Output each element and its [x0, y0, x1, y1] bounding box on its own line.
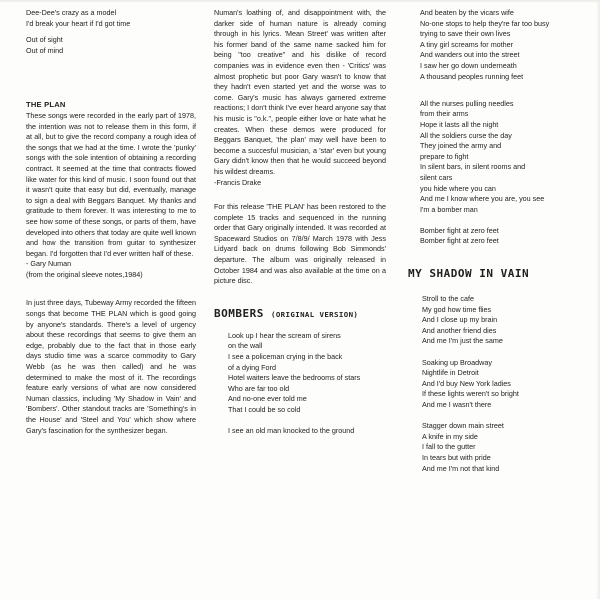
lyric-line: you hide where you can [420, 183, 496, 193]
lyric-line: from their arms [420, 109, 469, 119]
the-plan-paragraph: These songs were recorded in the early part of 1978, the intention was not to release them in this form, if at all, but to give the record company a rough idea of the songs that we had at the time. I wrote the 'punky' songs with the sole intention of obtaining a recording contract. It seemed at the time that contracts flowed like water for this kind of music. I soon found out that it wasn't quite that easy but did, eventually, manage to sign a deal with Beggars Banquet. My thanks and gratitude to them forever. It was interesting to me to see how some of these songs, or parts of them, have developed into others that today are quite well known and how the transition from guitar to synthesizer began. I'd forgotten that I'd ever written half of these. [26, 110, 196, 258]
plan-signature: - Gary Numan [26, 259, 72, 269]
lyric-line: A knife in my side [422, 431, 478, 441]
lyric-line: silent cars [420, 172, 453, 182]
my-shadow-in-vain-title: MY SHADOW IN VAIN [408, 267, 530, 281]
bombers-lyrics [214, 331, 386, 437]
lyric-line: Dee-Dee's crazy as a model [26, 8, 117, 17]
lyric-line: Bomber fight at zero feet [420, 236, 499, 246]
scan-shadow-right [596, 0, 600, 599]
lyric-line: I'd break your heart if I'd got time [26, 18, 131, 28]
lyric-line: prepare to fight [420, 151, 469, 161]
bombers-title-text: BOMBERS [214, 306, 264, 320]
lyric-line: They joined the army and [420, 141, 502, 151]
lyric-line: Look up I hear the scream of sirens [228, 330, 341, 340]
loathing-signature: -Francis Drake [214, 177, 262, 187]
lyric-line: A thousand peoples running feet [420, 71, 524, 81]
lyric-line: Soaking up Broadway [422, 357, 492, 367]
the-plan-heading: THE PLAN [26, 100, 66, 110]
lyric-line: Hotel waiters leave the bedrooms of stars [228, 373, 361, 383]
shadow-lyrics [418, 294, 586, 474]
lyric-line: That I could be so cold [228, 405, 301, 414]
lyric-line: Out of sight [26, 35, 63, 45]
lyric-line: I saw her go down underneath [420, 60, 517, 70]
lyric-line: In silent bars, in silent rooms and [420, 162, 526, 172]
lyric-line: Stagger down main street [422, 421, 504, 431]
bombers-title [214, 307, 386, 321]
lyric-line: My god how time flies [422, 304, 492, 314]
lyric-line: And me I'm not that kind [422, 463, 500, 473]
lyric-line: on the wall [228, 341, 263, 351]
loathing-paragraph: Numan's loathing of, and disappointment with, the darker side of human nature is already coming through in his lyrics. 'Mean Street' was written after his former band of the same name sacked him for being "too creative" and his dislike of record companies was in evidence even then - 'Critics' was almost prophetic but poor Gary wasn't to know that they hadn't even started yet and the worse was to come. Gary's music has always garnered extreme reactions; I don't think I've ever heard anyone say that his music is "o.k.", people either love or hate what he creates. When these demos were produced for Beggars Banquet, 'the plan' may well have been to become a succesful musician, a 'star' even but young Gary didn't know then that he would succeed beyond his wildest dreams. [214, 8, 386, 176]
lyric-line: And beaten by the vicars wife [420, 8, 514, 17]
release-paragraph: For this release 'THE PLAN' has been restored to the complete 15 tracks and sequenced in the running order that Gary originally intended. It was recorded at Spaceward Studios on 7/8/9/ March 1978 with Jess Lidyard back on drums following Bob Simmonds' departure. The album was originally released in October 1984 and was also available at the time on a picture disc. [214, 202, 386, 286]
bombers-lyrics-continued [418, 8, 586, 247]
lyric-line: All the nurses pulling needles [420, 98, 514, 108]
lyric-line: trying to save their own lives [420, 29, 511, 39]
lyric-line: No-one stops to help they're far too busy [420, 18, 550, 28]
lyric-line: And another friend dies [422, 325, 497, 335]
lyric-line: Nightlife in Detroit [422, 368, 479, 378]
lyric-line: Bomber fight at zero feet [420, 225, 499, 235]
lyric-line: And me I'm just the same [422, 336, 503, 346]
column-middle [214, 8, 386, 437]
lyric-line: And wanders out into the street [420, 50, 520, 60]
column-right [408, 8, 586, 474]
lyric-line: A tiny girl screams for mother [420, 39, 514, 49]
lyric-line: I see a policeman crying in the back [228, 352, 343, 362]
lyric-line: of a dying Ford [228, 362, 276, 372]
lyric-line: Stroll to the cafe [422, 294, 474, 304]
lyric-line: And I close up my brain [422, 315, 498, 325]
lyric-line: I'm a bomber man [420, 204, 478, 214]
scan-shadow-top [0, 0, 600, 3]
lyric-line: And me I know where you are, you see [420, 194, 545, 204]
lyric-line: Out of mind [26, 45, 64, 55]
intro-lyrics [22, 8, 196, 56]
lyric-line: Hope it lasts all the night [420, 119, 499, 129]
lyric-line: In tears but with pride [422, 452, 491, 462]
lyric-line: All the soldiers curse the day [420, 130, 512, 140]
lyric-line: And me I wasn't there [422, 400, 492, 409]
column-left [26, 8, 196, 436]
lyric-line: And no-one ever told me [228, 394, 307, 404]
lyric-line: Who are far too old [228, 383, 290, 393]
lyric-line: I fall to the gutter [422, 442, 476, 452]
lyric-line: And I'd buy New York ladies [422, 378, 511, 388]
plan-source: (from the original sleeve notes,1984) [26, 269, 143, 279]
lyric-line: If these lights weren't so bright [422, 389, 519, 399]
three-days-paragraph: In just three days, Tubeway Army recorded the fifteen songs that become THE PLAN which is good going by anyone's standards. There's a level of urgency about these recordings that seems to give them an edge, probably due to the fact that in those early days studio time was a scarce commodity to Gary Webb (as he was then called) and he was determined to make the most of it. The recordings feature early versions of what are now considered Numan classics, including 'My Shadow in Vain' and 'Bombers'. Other standout tracks are 'Something's in the House' and 'Steel and You' which show where Gary's fascination for the synthesizer began. [26, 298, 196, 435]
lyric-line: I see an old man knocked to the ground [228, 426, 355, 436]
bombers-subtitle: (ORIGINAL VERSION) [270, 309, 359, 319]
